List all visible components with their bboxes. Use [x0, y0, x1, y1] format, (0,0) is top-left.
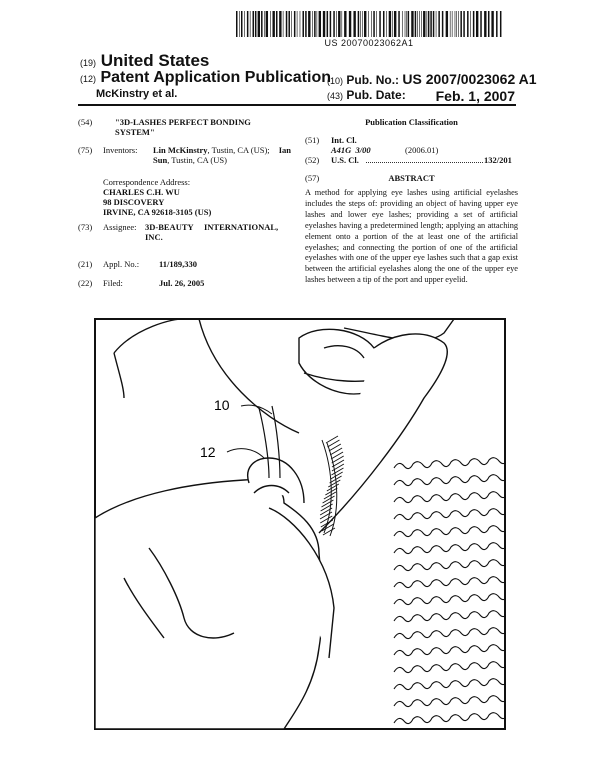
barcode-bar [452, 11, 453, 37]
barcode-bar [419, 11, 420, 37]
barcode-bar [383, 11, 385, 37]
barcode-bar [376, 11, 377, 37]
appl-label: Appl. No.: [103, 259, 140, 269]
barcode-bar [314, 11, 316, 37]
barcode-bar [330, 11, 332, 37]
barcode-bar [406, 11, 407, 37]
pub-date-code: (43) [327, 91, 344, 101]
intcl-label: Int. Cl. [331, 135, 357, 145]
barcode-bar [308, 11, 310, 37]
barcode-bar [488, 11, 490, 37]
barcode-bar [436, 11, 437, 37]
barcode-bar [312, 11, 313, 37]
barcode-bar [294, 11, 296, 37]
inventor-1-location: , Tustin, CA (US); [207, 145, 270, 155]
barcode-bar [336, 11, 337, 37]
barcode-bar [433, 11, 435, 37]
barcode-bar [319, 11, 321, 37]
assignee-line-2: INC. [145, 232, 163, 242]
inventors-code: (75) [78, 145, 93, 155]
inventor-2-last: Sun [153, 155, 168, 165]
barcode-bar [276, 11, 278, 37]
inventors-short: McKinstry et al. [96, 88, 178, 100]
title-code: (54) [78, 117, 93, 127]
barcode-bar [389, 11, 391, 37]
assignee-code: (73) [78, 222, 93, 232]
barcode-bar [463, 11, 465, 37]
barcode-bar [442, 11, 444, 37]
barcode-bar [327, 11, 329, 37]
barcode-bar [300, 11, 301, 37]
barcode-bar [270, 11, 271, 37]
barcode-bar [247, 11, 249, 37]
barcode-bar [417, 11, 418, 37]
appl-number: 11/189,330 [159, 259, 198, 269]
barcode-bar [491, 11, 493, 37]
abstract-heading: ABSTRACT [388, 173, 435, 183]
barcode-bar [421, 11, 422, 37]
barcode-bar [438, 11, 440, 37]
patent-figure [94, 318, 506, 730]
barcode-bar [297, 11, 298, 37]
barcode-bar [473, 11, 475, 37]
barcode-bar [428, 11, 430, 37]
barcode-bar [456, 11, 457, 37]
header-rule [78, 104, 516, 106]
barcode-bar [460, 11, 462, 37]
barcode-bar [411, 11, 413, 37]
barcode-bar [430, 11, 432, 37]
barcode-bar [255, 11, 257, 37]
inventors-line-1 [153, 145, 291, 156]
pub-date-line [327, 88, 515, 104]
classification-heading: Publication Classification [365, 117, 458, 127]
barcode-bar [286, 11, 288, 37]
barcode-bar [398, 11, 400, 37]
inventor-2-location: , Tustin, CA (US) [167, 155, 227, 165]
filed-date: Jul. 26, 2005 [159, 278, 205, 288]
correspondence-line-2: 98 DISCOVERY [103, 197, 165, 207]
correspondence-line-3: IRVINE, CA 92618-3105 (US) [103, 207, 212, 217]
barcode-bar [373, 11, 375, 37]
barcode-bar [349, 11, 351, 37]
filed-code: (22) [78, 278, 93, 288]
barcode-bar [408, 11, 410, 37]
barcode-bar [250, 11, 251, 37]
country-line [80, 51, 209, 71]
barcode-bar [480, 11, 482, 37]
barcode-bar [500, 11, 502, 37]
publication-type-line [80, 69, 331, 87]
abstract-code: (57) [305, 173, 320, 183]
barcode-bar [341, 11, 342, 37]
barcode-bar [291, 11, 292, 37]
barcode-bar [394, 11, 396, 37]
assignee-line-1: 3D-BEAUTY INTERNATIONAL, [145, 222, 279, 232]
barcode-bar [272, 11, 274, 37]
barcode-bar [244, 11, 245, 37]
intcl-class: A41G 3/00 [331, 145, 371, 155]
barcode-bar [379, 11, 381, 37]
reference-label-10: 10 [214, 397, 230, 413]
publication-type: Patent Application Publication [100, 69, 331, 86]
barcode-bar [302, 11, 304, 37]
barcode-bar [455, 11, 456, 37]
country: United States [100, 51, 210, 70]
barcode-bar [450, 11, 451, 37]
barcode-bar [253, 11, 255, 37]
barcode-bar [368, 11, 369, 37]
title-line-2: SYSTEM" [115, 127, 155, 137]
abstract-text: A method for applying eye lashes using artificial eyelashes includes the steps of: providing an object of having upper eye lashes and lower eye lashes; providing a set of artificial eyelashes having a predetermined length; applying an attaching element onto a portion of the at least one of the artificial eyelashes; and connecting the portion of one of the artificial eyelashes with one of the upper eye lashes such that a gap exist between the artificial eyelashes along the one of the upper eye lashes between a tip of the port and upper eyelid. [305, 188, 518, 285]
uscl-value: 132/201 [484, 155, 512, 165]
intcl-code: (51) [305, 135, 320, 145]
barcode-bar [392, 11, 393, 37]
reference-label-12: 12 [200, 444, 216, 460]
barcode-bar [371, 11, 372, 37]
title-line-1: "3D-LASHES PERFECT BONDING [115, 117, 251, 127]
inventor-2-first: Ian [278, 145, 291, 155]
barcode-bar [484, 11, 486, 37]
uscl-code: (52) [305, 155, 320, 165]
appl-code: (21) [78, 259, 93, 269]
barcode-bar [288, 11, 290, 37]
barcode-bar [426, 11, 427, 37]
barcode-bar [446, 11, 448, 37]
inventor-1-name: Lin McKinstry [153, 145, 208, 155]
barcode-bar [283, 11, 284, 37]
barcode-bar [338, 11, 340, 37]
barcode-bar [362, 11, 363, 37]
barcode-bar [305, 11, 307, 37]
barcode-bar [423, 11, 425, 37]
barcode-bar [402, 11, 403, 37]
barcode-bar [323, 11, 325, 37]
barcode-bar [236, 11, 238, 37]
barcode-number: US 20070023062A1 [324, 38, 414, 48]
barcode-bar [261, 11, 263, 37]
barcode [236, 11, 502, 37]
barcode-bar [353, 11, 355, 37]
barcode-bar [360, 11, 361, 37]
barcode-bar [496, 11, 498, 37]
type-code: (12) [80, 74, 97, 84]
correspondence-label: Correspondence Address: [103, 177, 191, 187]
pub-no-label: Pub. No.: [346, 73, 400, 87]
barcode-bar [470, 11, 471, 37]
inventors-line-2 [153, 155, 227, 166]
barcode-bar [333, 11, 335, 37]
barcode-bar [264, 11, 265, 37]
barcode-bar [364, 11, 366, 37]
uscl-label: U.S. Cl. [331, 155, 359, 165]
barcode-bar [458, 11, 459, 37]
barcode-bar [279, 11, 281, 37]
pub-no: US 2007/0023062 A1 [402, 71, 537, 87]
correspondence-line-1: CHARLES C.H. WU [103, 187, 180, 197]
pub-date-label: Pub. Date: [346, 88, 406, 102]
assignee-label: Assignee: [103, 222, 137, 232]
barcode-bar [358, 11, 360, 37]
pub-date: Feb. 1, 2007 [435, 88, 515, 104]
barcode-bar [405, 11, 406, 37]
uscl-dot-leader [366, 162, 483, 163]
barcode-bar [476, 11, 478, 37]
pub-number-line [327, 71, 537, 87]
country-code: (19) [80, 58, 97, 68]
barcode-bar [317, 11, 318, 37]
barcode-bar [415, 11, 417, 37]
barcode-bar [239, 11, 240, 37]
barcode-bar [344, 11, 346, 37]
filed-label: Filed: [103, 278, 123, 288]
intcl-year: (2006.01) [405, 145, 439, 155]
barcode-bar [266, 11, 268, 37]
barcode-bar [467, 11, 469, 37]
barcode-bar [386, 11, 387, 37]
inventors-label: Inventors: [103, 145, 138, 155]
pub-no-code: (10) [327, 76, 344, 86]
barcode-bar [258, 11, 260, 37]
barcode-bar [241, 11, 243, 37]
